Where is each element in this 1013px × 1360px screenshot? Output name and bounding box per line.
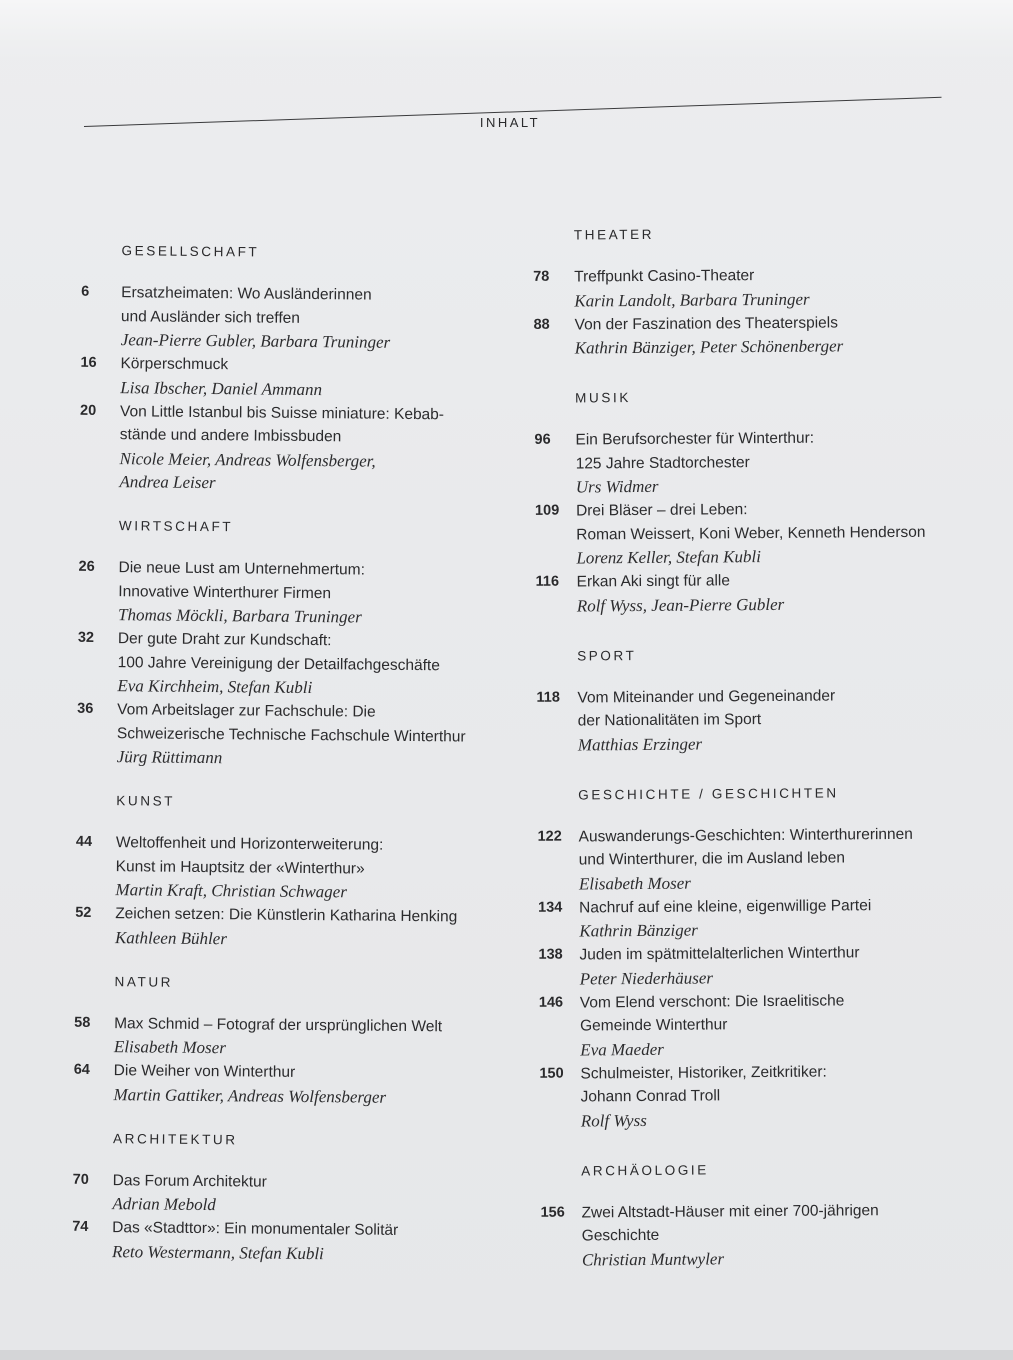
entry-title-line: Ersatzheimaten: Wo Ausländerinnen [121, 284, 372, 304]
page-number: 70 [72, 1171, 89, 1188]
entry-title-line: Die neue Lust am Unternehmertum: [118, 559, 366, 579]
entry-authors: Karin Landolt, Barbara Truninger [574, 289, 810, 310]
entry-title-line: Kunst im Hauptsitz der «Winterthur» [115, 857, 365, 878]
page-number: 20 [79, 402, 97, 419]
page-number: 26 [78, 558, 95, 575]
page-number: 150 [539, 1065, 564, 1082]
page-number: 36 [77, 700, 94, 717]
entry-title-line: stände und andere Imbissbuden [119, 426, 342, 446]
entry-title-line: Gemeinde Winterthur [580, 1016, 728, 1035]
entry-title-line: Schweizerische Technische Fachschule Winterthur [116, 724, 466, 746]
section-heading: KUNST [116, 793, 176, 809]
page-number: 116 [535, 573, 560, 590]
entry-authors: Martin Gattiker, Andreas Wolfensberger [113, 1084, 387, 1107]
page-number: 134 [538, 899, 563, 916]
entry-title-line: Vom Miteinander und Gegeneinander [577, 686, 836, 706]
page-number: 58 [74, 1014, 91, 1031]
page-number: 16 [80, 354, 97, 371]
entry-authors: Kathrin Bänziger [579, 920, 698, 941]
entry-title-line: Nachruf auf eine kleine, eigenwillige Partei [579, 896, 872, 916]
entry-authors: Andrea Leiser [119, 472, 216, 493]
entry-title-line: und Ausländer sich treffen [120, 307, 300, 327]
entry-authors: Rolf Wyss, Jean-Pierre Gubler [576, 594, 785, 615]
entry-authors: Matthias Erzinger [577, 734, 703, 754]
entry-title-line: und Winterthurer, die im Ausland leben [578, 849, 846, 869]
section-heading: WIRTSCHAFT [118, 518, 234, 535]
entry-authors: Lisa Ibscher, Daniel Ammann [120, 377, 323, 399]
entry-authors: Eva Kirchheim, Stefan Kubli [117, 676, 313, 698]
entry-title-line: Ein Berufsorchester für Winterthur: [575, 429, 815, 449]
entry-title-line: Roman Weissert, Koni Weber, Kenneth Henderson [576, 523, 926, 543]
entry-title-line: Treffpunkt Casino-Theater [574, 267, 755, 286]
entry-authors: Adrian Mebold [112, 1194, 216, 1215]
entry-authors: Rolf Wyss [580, 1110, 647, 1130]
entry-title-line: Schulmeister, Historiker, Zeitkritiker: [580, 1063, 827, 1082]
entry-title-line: Das Forum Architektur [112, 1171, 267, 1191]
section-heading: GESELLSCHAFT [121, 243, 260, 260]
entry-title-line: Vom Arbeitslager zur Fachschule: Die [117, 701, 376, 721]
page-number: 74 [72, 1218, 89, 1235]
page-number: 122 [537, 828, 562, 845]
entry-title-line: Von der Faszination des Theaterspiels [574, 313, 838, 333]
entry-title-line: Die Weiher von Winterthur [113, 1062, 296, 1081]
section-heading: ARCHITEKTUR [113, 1130, 238, 1147]
entry-title-line: Vom Elend verschont: Die Israelitische [579, 991, 845, 1011]
entry-authors: Jürg Rüttimann [116, 747, 223, 768]
entry-title-line: 100 Jahre Vereinigung der Detailfachgeschäfte [117, 653, 440, 674]
entry-authors: Lorenz Keller, Stefan Kubli [576, 547, 761, 568]
page-number: 44 [75, 833, 93, 850]
entry-authors: Urs Widmer [575, 476, 659, 497]
entry-title-line: der Nationalitäten im Sport [577, 711, 762, 730]
page-number: 64 [73, 1061, 90, 1078]
page-number: 96 [534, 431, 551, 448]
section-heading: SPORT [577, 647, 637, 663]
page-number: 6 [81, 283, 90, 300]
entry-title-line: Das «Stadttor»: Ein monumentaler Solitär [112, 1219, 399, 1239]
entry-authors: Kathrin Bänziger, Peter Schönenberger [574, 336, 844, 358]
entry-authors: Elisabeth Moser [578, 873, 691, 893]
page-number: 88 [533, 316, 550, 333]
page-number: 32 [77, 629, 95, 646]
entry-title-line: Zwei Altstadt-Häuser mit einer 700-jährigen [581, 1201, 879, 1221]
entry-title-line: Johann Conrad Troll [580, 1087, 721, 1106]
section-heading: ARCHÄOLOGIE [581, 1161, 709, 1178]
entry-title-line: Körperschmuck [120, 355, 229, 374]
entry-title-line: 125 Jahre Stadtorchester [575, 453, 750, 472]
entry-title-line: Auswanderungs-Geschichten: Winterthurerinnen [578, 825, 913, 845]
entry-authors: Thomas Möckli, Barbara Truninger [118, 605, 362, 627]
section-heading: GESCHICHTE / GESCHICHTEN [578, 784, 839, 802]
entry-authors: Eva Maeder [580, 1039, 664, 1059]
entry-title-line: Der gute Draht zur Kundschaft: [117, 630, 332, 650]
page-number: 146 [538, 994, 564, 1011]
entry-authors: Martin Kraft, Christian Schwager [115, 880, 347, 902]
entry-authors: Kathleen Bühler [114, 927, 228, 948]
entry-authors: Jean-Pierre Gubler, Barbara Truninger [120, 330, 391, 352]
page-number: 118 [536, 689, 560, 706]
entry-title-line: Erkan Aki singt für alle [576, 572, 731, 591]
entry-authors: Reto Westermann, Stefan Kubli [111, 1241, 324, 1263]
section-heading: MUSIK [575, 390, 631, 406]
entry-title-line: Zeichen setzen: Die Künstlerin Katharina Henking [115, 905, 458, 926]
entry-authors: Elisabeth Moser [113, 1037, 226, 1058]
entry-title-line: Juden im spätmittelalterlichen Winterthur [579, 944, 860, 964]
entry-title-line: Geschichte [581, 1226, 660, 1245]
entry-authors: Christian Muntwyler [581, 1248, 725, 1269]
page-number: 156 [540, 1204, 565, 1221]
entry-title-line: Weltoffenheit und Horizonterweiterung: [115, 834, 384, 854]
entry-title-line: Max Schmid – Fotograf der ursprünglichen Welt [114, 1014, 443, 1035]
entry-authors: Nicole Meier, Andreas Wolfensberger, [119, 448, 376, 471]
page-number: 109 [534, 502, 560, 519]
page-number: 52 [75, 904, 92, 921]
entry-title-line: Innovative Winterthurer Firmen [118, 582, 332, 602]
page-number: 78 [533, 268, 550, 285]
entry-authors: Peter Niederhäuser [579, 967, 714, 988]
entry-title-line: Drei Bläser – drei Leben: [575, 501, 748, 520]
section-heading: THEATER [573, 226, 655, 243]
section-heading: NATUR [114, 973, 174, 990]
entry-title-line: Von Little Istanbul bis Suisse miniature: Kebab- [119, 402, 445, 423]
page-title: INHALT [479, 115, 541, 130]
page-number: 138 [538, 946, 563, 963]
